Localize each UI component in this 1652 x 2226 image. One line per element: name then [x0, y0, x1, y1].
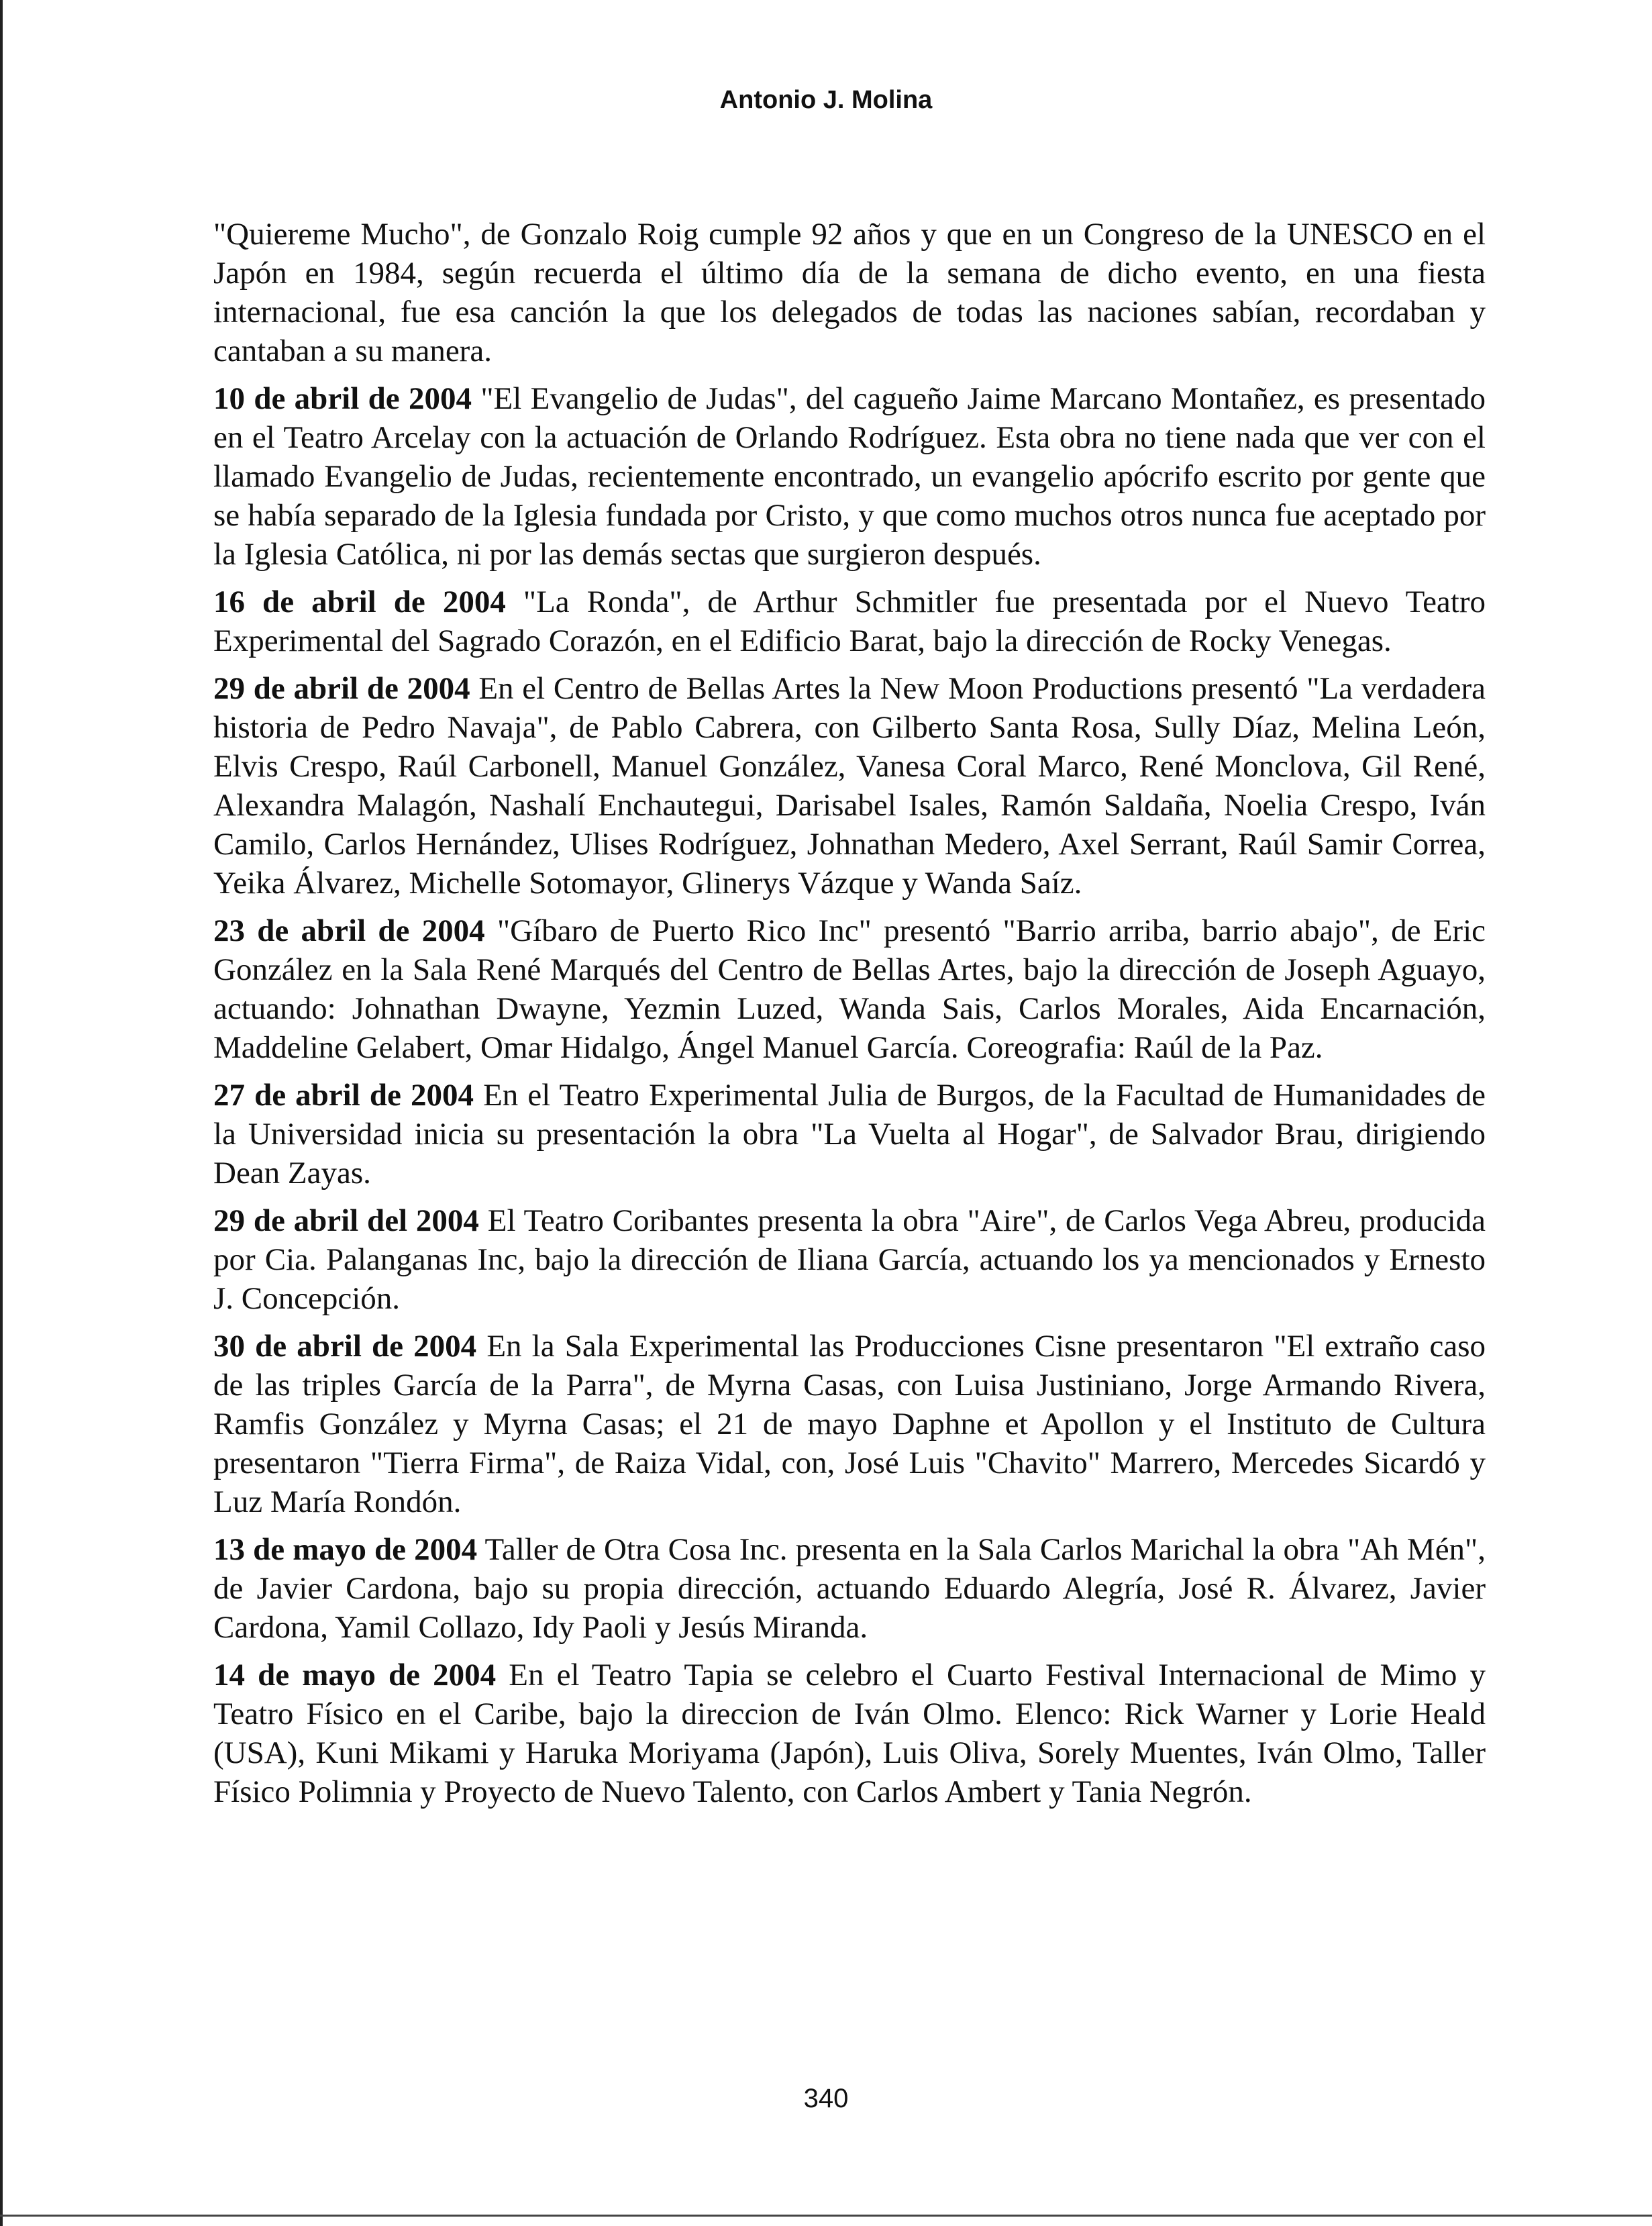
paragraph-entry — [213, 669, 1486, 903]
paragraph-intro — [213, 215, 1486, 370]
paragraph-entry — [213, 1530, 1486, 1647]
paragraph-text: En la Sala Experimental las Producciones Cisne presentaron "El extraño caso de las triples García de la Parra", de Myrna Casas, con Luisa Justiniano, Jorge Armando Rivera, Ramfis González y Myrna Casas; el 21 de mayo Daphne et Apollon y el Instituto de Cultura presentaron "Tierra Firma", de Raiza Vidal, con, José Luis "Chavito" Marrero, Mercedes Sicardó y Luz María Rondón. — [213, 1329, 1486, 1519]
paragraph-entry — [213, 1327, 1486, 1521]
paragraph-entry — [213, 911, 1486, 1067]
entry-date: 30 de abril de 2004 — [213, 1329, 477, 1364]
paragraph-text: "Quiereme Mucho", de Gonzalo Roig cumple 92 años y que en un Congreso de la UNESCO en el Japón en 1984, según recuerda el último día de la semana de dicho evento, en una fiesta internacional, fue esa canción la que los delegados de todas las naciones sabían, recordaban y cantaban a su manera. — [213, 217, 1486, 368]
entry-date: 13 de mayo de 2004 — [213, 1532, 478, 1567]
running-header: Antonio J. Molina — [719, 86, 933, 114]
body-text — [213, 215, 1486, 1820]
paragraph-text: "El Evangelio de Judas", del cagueño Jaime Marcano Montañez, es presentado en el Teatro Arcelay con la actuación de Orlando Rodríguez. Esta obra no tiene nada que ver con el llamado Evangelio de Judas, recientemente encontrado, un evangelio apócrifo escrito por gente que se había separado de la Iglesia fundada por Cristo, y que como muchos otros nunca fue aceptado por la Iglesia Católica, ni por las demás sectas que surgieron después. — [213, 381, 1486, 572]
paragraph-text: "Gíbaro de Puerto Rico Inc" presentó "Barrio arriba, barrio abajo", de Eric González en la Sala René Marqués del Centro de Bellas Artes, bajo la dirección de Joseph Aguayo, actuando: Johnathan Dwayne, Yezmin Luzed, Wanda Sais, Carlos Morales, Aida Encarnación, Maddeline Gelabert, Omar Hidalgo, Ángel Manuel García. Coreografia: Raúl de la Paz. — [213, 913, 1486, 1065]
entry-date: 10 de abril de 2004 — [213, 381, 472, 416]
paragraph-text: En el Teatro Tapia se celebro el Cuarto Festival Internacional de Mimo y Teatro Físico en el Caribe, bajo la direccion de Iván Olmo. Elenco: Rick Warner y Lorie Heald (USA), Kuni Mikami y Haruka Moriyama (Japón), Luis Oliva, Sorely Muentes, Iván Olmo, Taller Físico Polimnia y Proyecto de Nuevo Talento, con Carlos Ambert y Tania Negrón. — [213, 1658, 1486, 1809]
entry-date: 27 de abril de 2004 — [213, 1078, 474, 1113]
entry-date: 23 de abril de 2004 — [213, 913, 485, 948]
paragraph-entry — [213, 1201, 1486, 1318]
paragraph-entry — [213, 1076, 1486, 1193]
paragraph-entry — [213, 1656, 1486, 1811]
scan-edge-left — [0, 0, 3, 2226]
entry-date: 29 de abril de 2004 — [213, 671, 470, 706]
entry-date: 16 de abril de 2004 — [213, 585, 506, 619]
scan-edge-bottom — [0, 2215, 1652, 2217]
entry-date: 29 de abril del 2004 — [213, 1203, 479, 1238]
paragraph-text: Taller de Otra Cosa Inc. presenta en la Sala Carlos Marichal la obra "Ah Mén", de Javier Cardona, bajo su propia dirección, actuando Eduardo Alegría, José R. Álvarez, Javier Cardona, Yamil Collazo, Idy Paoli y Jesús Miranda. — [213, 1532, 1486, 1645]
paragraph-entry — [213, 583, 1486, 660]
paragraph-text: En el Centro de Bellas Artes la New Moon Productions presentó "La verdadera historia de Pedro Navaja", de Pablo Cabrera, con Gilberto Santa Rosa, Sully Díaz, Melina León, Elvis Crespo, Raúl Carbonell, Manuel González, Vanesa Coral Marco, René Monclova, Gil René, Alexandra Malagón, Nashalí Enchautegui, Darisabel Isales, Ramón Saldaña, Noelia Crespo, Iván Camilo, Carlos Hernández, Ulises Rodríguez, Johnathan Medero, Axel Serrant, Raúl Samir Correa, Yeika Álvarez, Michelle Sotomayor, Glinerys Vázque y Wanda Saíz. — [213, 671, 1486, 901]
page-number: 340 — [803, 2084, 849, 2113]
paragraph-text: En el Teatro Experimental Julia de Burgos, de la Facultad de Humanidades de la Universidad inicia su presentación la obra "La Vuelta al Hogar", de Salvador Brau, dirigiendo Dean Zayas. — [213, 1078, 1486, 1191]
entry-date: 14 de mayo de 2004 — [213, 1658, 497, 1692]
paragraph-text: El Teatro Coribantes presenta la obra "Aire", de Carlos Vega Abreu, producida por Cia. Palanganas Inc, bajo la dirección de Iliana García, actuando los ya mencionados y Ernesto J. Concepción. — [213, 1203, 1486, 1316]
paragraph-text: "La Ronda", de Arthur Schmitler fue presentada por el Nuevo Teatro Experimental del Sagrado Corazón, en el Edificio Barat, bajo la dirección de Rocky Venegas. — [213, 585, 1486, 658]
paragraph-entry — [213, 379, 1486, 574]
